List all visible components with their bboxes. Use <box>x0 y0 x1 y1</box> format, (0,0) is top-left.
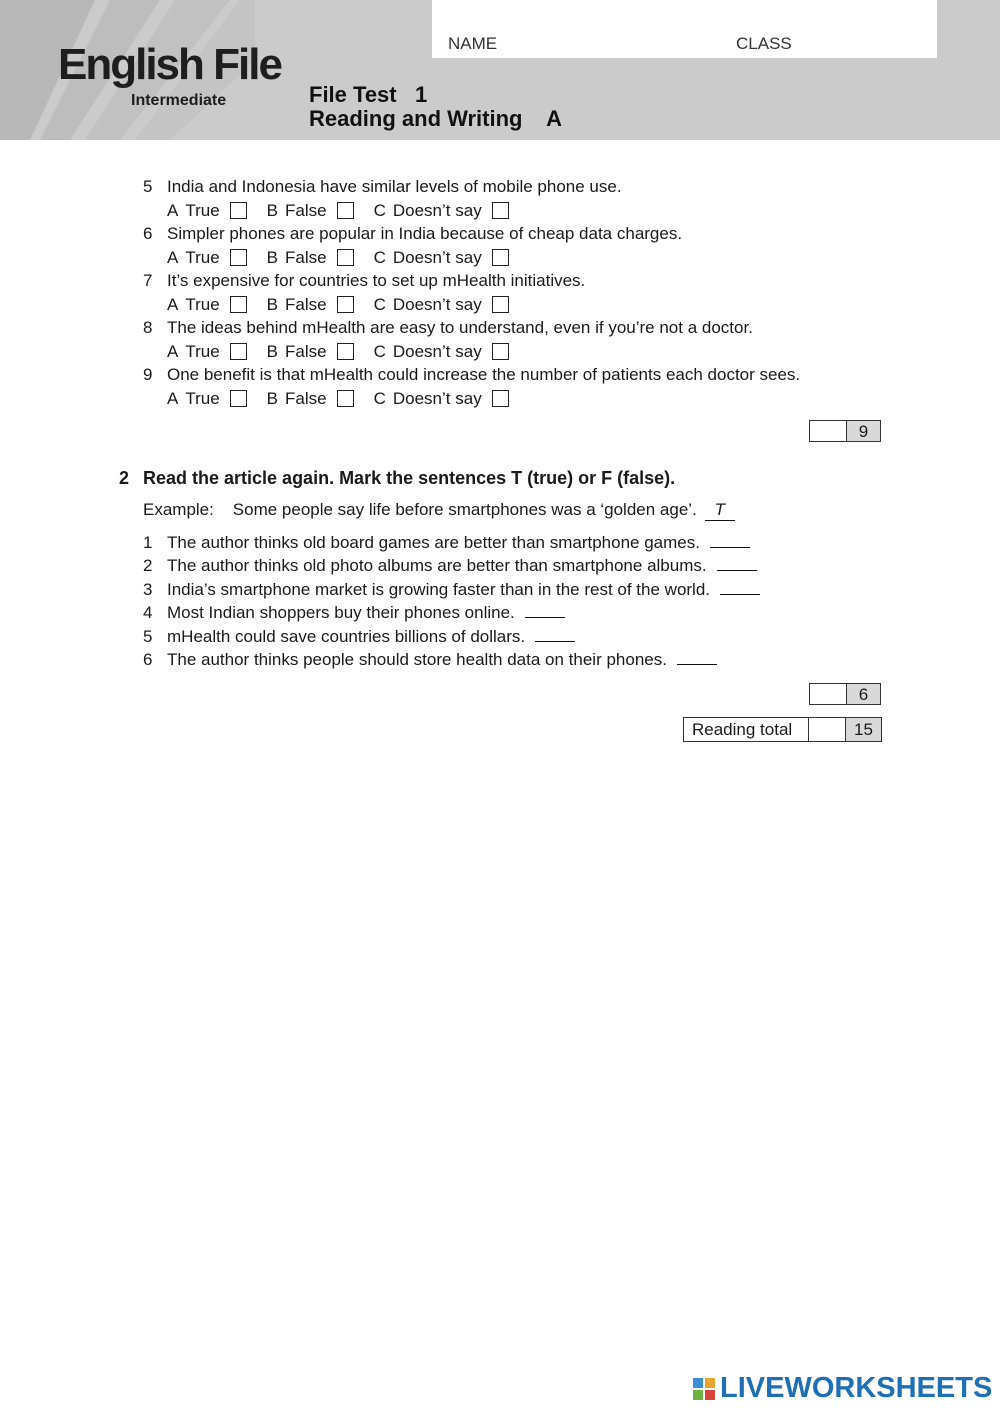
tf-item-2 <box>143 556 757 576</box>
option-c-checkbox[interactable] <box>492 202 509 219</box>
option-label: True <box>185 201 220 220</box>
option-a-checkbox[interactable] <box>230 296 247 313</box>
section-number: 2 <box>119 468 130 488</box>
option-label: False <box>285 201 327 220</box>
example-label: Example: <box>143 500 214 519</box>
option-b-checkbox[interactable] <box>337 296 354 313</box>
item-text: mHealth could save countries billions of dollars. <box>167 627 526 646</box>
liveworksheets-logo[interactable] <box>692 1372 992 1405</box>
question-text: It’s expensive for countries to set up mHealth initiatives. <box>167 271 586 290</box>
option-b-checkbox[interactable] <box>337 390 354 407</box>
test-title <box>309 83 562 131</box>
option-letter: C <box>373 295 386 314</box>
option-label: Doesn’t say <box>392 295 482 314</box>
name-label: NAME <box>448 34 498 53</box>
question-number: 8 <box>143 318 153 337</box>
option-letter: C <box>373 342 386 361</box>
option-label: False <box>285 295 327 314</box>
option-label: Doesn’t say <box>392 248 482 267</box>
answer-options <box>167 199 529 222</box>
option-letter: C <box>373 389 386 408</box>
reading-total-label: Reading total <box>684 718 809 741</box>
option-letter: A <box>167 248 179 267</box>
question-text: The ideas behind mHealth are easy to understand, even if you’re not a doctor. <box>167 318 753 337</box>
option-label: True <box>185 389 220 408</box>
option-letter: C <box>373 201 386 220</box>
option-letter: B <box>266 201 279 220</box>
liveworksheets-wordmark: LIVEWORKSHEETS <box>720 1372 993 1404</box>
answer-blank[interactable] <box>677 650 717 665</box>
tf-item-3 <box>143 580 760 600</box>
answer-blank[interactable] <box>535 627 575 642</box>
item-number: 4 <box>143 603 153 622</box>
name-class-field[interactable] <box>432 0 937 58</box>
reading-total-box <box>683 717 882 742</box>
score-input[interactable] <box>810 421 847 441</box>
option-letter: A <box>167 201 179 220</box>
example-line <box>143 500 735 521</box>
answer-blank[interactable] <box>720 580 760 595</box>
option-label: Doesn’t say <box>392 342 482 361</box>
tf-item-1 <box>143 533 750 553</box>
score-input[interactable] <box>810 684 847 704</box>
question-number: 5 <box>143 177 153 196</box>
logo-title: English File <box>58 40 281 89</box>
item-number: 1 <box>143 533 153 552</box>
tf-item-5 <box>143 627 575 647</box>
option-b-checkbox[interactable] <box>337 249 354 266</box>
option-label: True <box>185 295 220 314</box>
part1-score-box <box>809 420 881 442</box>
option-b-checkbox[interactable] <box>337 202 354 219</box>
answer-blank[interactable] <box>525 603 565 618</box>
option-a-checkbox[interactable] <box>230 343 247 360</box>
logo-subtitle: Intermediate <box>131 92 227 109</box>
option-label: False <box>285 248 327 267</box>
option-letter: A <box>167 295 179 314</box>
option-letter: C <box>373 248 386 267</box>
section-instruction: Read the article again. Mark the sentences T (true) or F (false). <box>143 468 676 488</box>
question-text: India and Indonesia have similar levels of mobile phone use. <box>167 177 622 196</box>
option-c-checkbox[interactable] <box>492 343 509 360</box>
option-c-checkbox[interactable] <box>492 390 509 407</box>
tf-item-4 <box>143 603 565 623</box>
option-letter: B <box>266 342 279 361</box>
question-number: 6 <box>143 224 153 243</box>
option-letter: B <box>266 248 279 267</box>
tf-item-6 <box>143 650 717 670</box>
answer-options <box>167 387 529 410</box>
reading-total-input[interactable] <box>809 718 846 741</box>
item-text: The author thinks people should store health data on their phones. <box>167 650 667 669</box>
option-label: False <box>285 389 327 408</box>
page-header <box>0 0 1000 140</box>
question-text: One benefit is that mHealth could increase the number of patients each doctor sees. <box>167 365 801 384</box>
score-max: 9 <box>847 421 880 441</box>
liveworksheets-grid-icon <box>692 1377 716 1401</box>
question-text: Simpler phones are popular in India because of cheap data charges. <box>167 224 683 243</box>
question-number: 9 <box>143 365 153 384</box>
part2-score-box <box>809 683 881 705</box>
item-number: 5 <box>143 627 153 646</box>
option-letter: B <box>266 295 279 314</box>
answer-blank[interactable] <box>710 533 750 548</box>
option-c-checkbox[interactable] <box>492 296 509 313</box>
test-title-line1: File Test 1 <box>309 82 428 107</box>
class-label: CLASS <box>736 34 792 53</box>
reading-total-max: 15 <box>846 718 881 741</box>
option-label: True <box>185 248 220 267</box>
item-text: Most Indian shoppers buy their phones online. <box>167 603 515 622</box>
option-letter: A <box>167 389 179 408</box>
question-number: 7 <box>143 271 153 290</box>
option-letter: B <box>266 389 279 408</box>
option-label: False <box>285 342 327 361</box>
item-number: 2 <box>143 556 153 575</box>
test-title-line2: Reading and Writing A <box>309 106 562 131</box>
section-2-heading <box>119 468 675 489</box>
option-a-checkbox[interactable] <box>230 390 247 407</box>
example-answer: T <box>705 500 735 521</box>
item-text: The author thinks old board games are better than smartphone games. <box>167 533 700 552</box>
example-text: Some people say life before smartphones was a ‘golden age’. <box>232 500 697 519</box>
answer-options <box>167 293 529 316</box>
answer-options <box>167 340 529 363</box>
item-text: The author thinks old photo albums are better than smartphone albums. <box>167 556 707 575</box>
option-label: Doesn’t say <box>392 389 482 408</box>
option-letter: A <box>167 342 179 361</box>
option-a-checkbox[interactable] <box>230 202 247 219</box>
score-max: 6 <box>847 684 880 704</box>
option-a-checkbox[interactable] <box>230 249 247 266</box>
option-b-checkbox[interactable] <box>337 343 354 360</box>
option-label: Doesn’t say <box>392 201 482 220</box>
item-text: India’s smartphone market is growing faster than in the rest of the world. <box>167 580 711 599</box>
option-label: True <box>185 342 220 361</box>
item-number: 3 <box>143 580 153 599</box>
option-c-checkbox[interactable] <box>492 249 509 266</box>
item-number: 6 <box>143 650 153 669</box>
answer-options <box>167 246 529 269</box>
answer-blank[interactable] <box>717 556 757 571</box>
